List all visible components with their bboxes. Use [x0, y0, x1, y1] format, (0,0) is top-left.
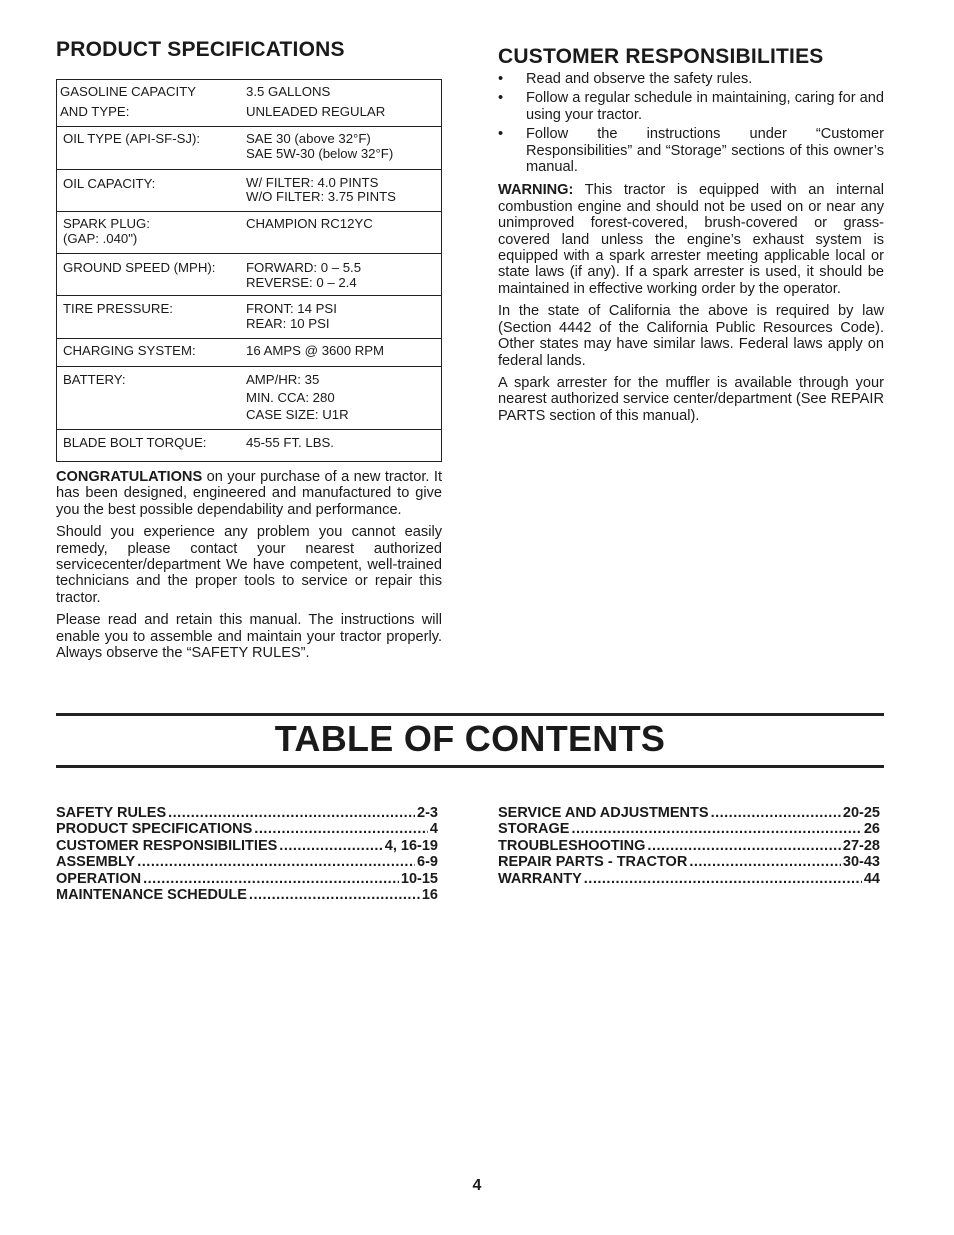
- spec-label: CHARGING SYSTEM:: [63, 343, 196, 358]
- spec-value: 3.5 GALLONS UNLEADED REGULAR: [246, 84, 386, 119]
- toc-entry-name: REPAIR PARTS - TRACTOR: [498, 854, 688, 871]
- toc-entry-name: WARRANTY: [498, 870, 582, 887]
- toc-entry-page: 16: [421, 886, 438, 903]
- spec-row-oil-type: [57, 127, 441, 170]
- toc-leader-dots: [584, 871, 862, 887]
- toc-entry-customer-responsibilities[interactable]: [56, 838, 438, 854]
- support-paragraph: Should you experience any problem you cannot easily remedy, please contact your nearest authorized servicecenter/department We have competent, well-trained technicians and the proper tools to service or repair this tractor.: [56, 524, 442, 606]
- spec-label: GASOLINE CAPACITY AND TYPE:: [60, 84, 197, 119]
- toc-bottom-rule: [56, 765, 884, 768]
- toc-entry-name: SAFETY RULES: [56, 805, 167, 821]
- spec-value: 16 AMPS @ 3600 RPM: [246, 343, 384, 358]
- spec-row-battery: [57, 367, 441, 430]
- spark-arrester-paragraph: A spark arrester for the muffler is available through your nearest authorized service center/department (See REPAIR PARTS section of this manual).: [498, 374, 884, 424]
- toc-entry-name: TROUBLESHOOTING: [498, 837, 646, 854]
- spec-label: BATTERY:: [63, 372, 126, 387]
- toc-left-column: [56, 805, 438, 903]
- toc-leader-dots: [254, 821, 428, 837]
- toc-entry-service-adjustments[interactable]: [498, 805, 880, 821]
- spec-row-oil-capacity: [57, 170, 441, 212]
- toc-entry-name: CUSTOMER RESPONSIBILITIES: [56, 837, 278, 854]
- toc-entry-name: SERVICE AND ADJUSTMENTS: [498, 805, 709, 821]
- toc-entry-page: 26: [863, 821, 880, 838]
- toc-entry-page: 4: [429, 821, 438, 838]
- product-specifications-heading: PRODUCT SPECIFICATIONS: [56, 38, 345, 61]
- responsibilities-text: [498, 71, 884, 424]
- toc-entry-page: 2-3: [417, 805, 438, 821]
- toc-entry-page: 20-25: [842, 805, 880, 821]
- spec-row-ground-speed: [57, 254, 441, 296]
- congratulations-paragraph: [56, 469, 442, 518]
- toc-entry-name: OPERATION: [56, 870, 142, 887]
- toc-top-rule: [56, 713, 884, 716]
- spec-value: SAE 30 (above 32°F) SAE 5W-30 (below 32°F): [246, 131, 394, 161]
- customer-responsibilities-heading: CUSTOMER RESPONSIBILITIES: [498, 45, 824, 68]
- spec-value: FORWARD: 0 – 5.5 REVERSE: 0 – 2.4: [246, 260, 362, 290]
- toc-entry-name: PRODUCT SPECIFICATIONS: [56, 821, 253, 838]
- toc-entry-page: 27-28: [842, 837, 880, 854]
- toc-entry-assembly[interactable]: [56, 854, 438, 870]
- congratulations-label: CONGRATULATIONS: [56, 469, 203, 485]
- spec-label: BLADE BOLT TORQUE:: [63, 435, 207, 450]
- spec-label: OIL CAPACITY:: [63, 176, 156, 191]
- toc-entry-product-specifications[interactable]: [56, 821, 438, 837]
- toc-leader-dots: [689, 854, 841, 870]
- spec-row-spark-plug: [57, 212, 441, 254]
- toc-entry-warranty[interactable]: [498, 871, 880, 887]
- toc-entry-maintenance-schedule[interactable]: [56, 887, 438, 903]
- spec-value: 45-55 FT. LBS.: [246, 435, 334, 450]
- spec-value: FRONT: 14 PSI REAR: 10 PSI: [246, 301, 337, 331]
- toc-leader-dots: [249, 887, 420, 903]
- spec-row-tire-pressure: [57, 296, 441, 339]
- responsibilities-list: [498, 71, 884, 175]
- list-item: • Read and observe the safety rules.: [498, 71, 884, 87]
- spec-label: TIRE PRESSURE:: [63, 301, 173, 316]
- toc-leader-dots: [279, 838, 382, 854]
- toc-entry-page: 6-9: [417, 854, 438, 871]
- spec-value: CHAMPION RC12YC: [246, 216, 373, 231]
- spec-row-blade-bolt: [57, 430, 441, 461]
- spec-value: W/ FILTER: 4.0 PINTS W/O FILTER: 3.75 PINTS: [246, 175, 396, 204]
- toc-leader-dots: [168, 805, 415, 821]
- specifications-table: [56, 79, 442, 462]
- toc-leader-dots: [137, 854, 415, 870]
- toc-entry-name: STORAGE: [498, 821, 570, 838]
- toc-entry-page: 10-15: [400, 870, 438, 887]
- spec-label: GROUND SPEED (MPH):: [63, 260, 216, 275]
- toc-leader-dots: [711, 805, 841, 821]
- toc-leader-dots: [143, 871, 399, 887]
- toc-entry-repair-parts[interactable]: [498, 854, 880, 870]
- california-paragraph: In the state of California the above is required by law (Section 4442 of the California Public Resources Code). Other states may have similar laws. Federal laws apply on federal lands.: [498, 303, 884, 369]
- page-number: 4: [472, 1177, 482, 1194]
- list-item: • Follow the instructions under “Customer Responsibilities” and “Storage” sections of this owner’s manual.: [498, 126, 884, 175]
- spec-label: SPARK PLUG: (GAP: .040"): [63, 216, 150, 246]
- toc-entry-troubleshooting[interactable]: [498, 838, 880, 854]
- toc-title: TABLE OF CONTENTS: [274, 718, 666, 759]
- toc-entry-name: MAINTENANCE SCHEDULE: [56, 886, 247, 903]
- spec-row-gasoline: [57, 80, 441, 127]
- toc-leader-dots: [647, 838, 840, 854]
- toc-entry-storage[interactable]: [498, 821, 880, 837]
- toc-entry-operation[interactable]: [56, 871, 438, 887]
- retain-manual-paragraph: Please read and retain this manual. The instructions will enable you to assemble and maintain your tractor properly. Always observe the “SAFETY RULES”.: [56, 612, 442, 662]
- toc-entry-page: 44: [863, 870, 880, 887]
- congratulations-text: on your purchase of a new tractor. It has been designed, engineered and manufactured to give you the best possible dependability and performance.: [56, 469, 442, 518]
- warning-paragraph: [498, 182, 884, 297]
- toc-entry-page: 4, 16-19: [384, 837, 438, 854]
- toc-entry-safety-rules[interactable]: [56, 805, 438, 821]
- warning-label: WARNING:: [498, 182, 574, 199]
- intro-text: [56, 469, 442, 661]
- toc-entry-name: ASSEMBLY: [56, 854, 136, 871]
- toc-leader-dots: [571, 821, 861, 837]
- list-item: • Follow a regular schedule in maintaining, caring for and using your tractor.: [498, 90, 884, 123]
- spec-label: OIL TYPE (API-SF-SJ):: [63, 131, 201, 146]
- toc-right-column: [498, 805, 880, 887]
- warning-text: This tractor is equipped with an internal combustion engine and should not be used on or near any unimproved forest-covered, brush-covered or grass-covered land unless the engine’s exhaust system is equipped with a spark arrester meeting applicable local or state laws (if any). If a spark arrester is used, it should be maintained in effective working order by the operator.: [498, 182, 884, 297]
- spec-value: AMP/HR: 35 MIN. CCA: 280 CASE SIZE: U1R: [246, 372, 349, 422]
- toc-entry-page: 30-43: [842, 854, 880, 871]
- spec-row-charging: [57, 339, 441, 367]
